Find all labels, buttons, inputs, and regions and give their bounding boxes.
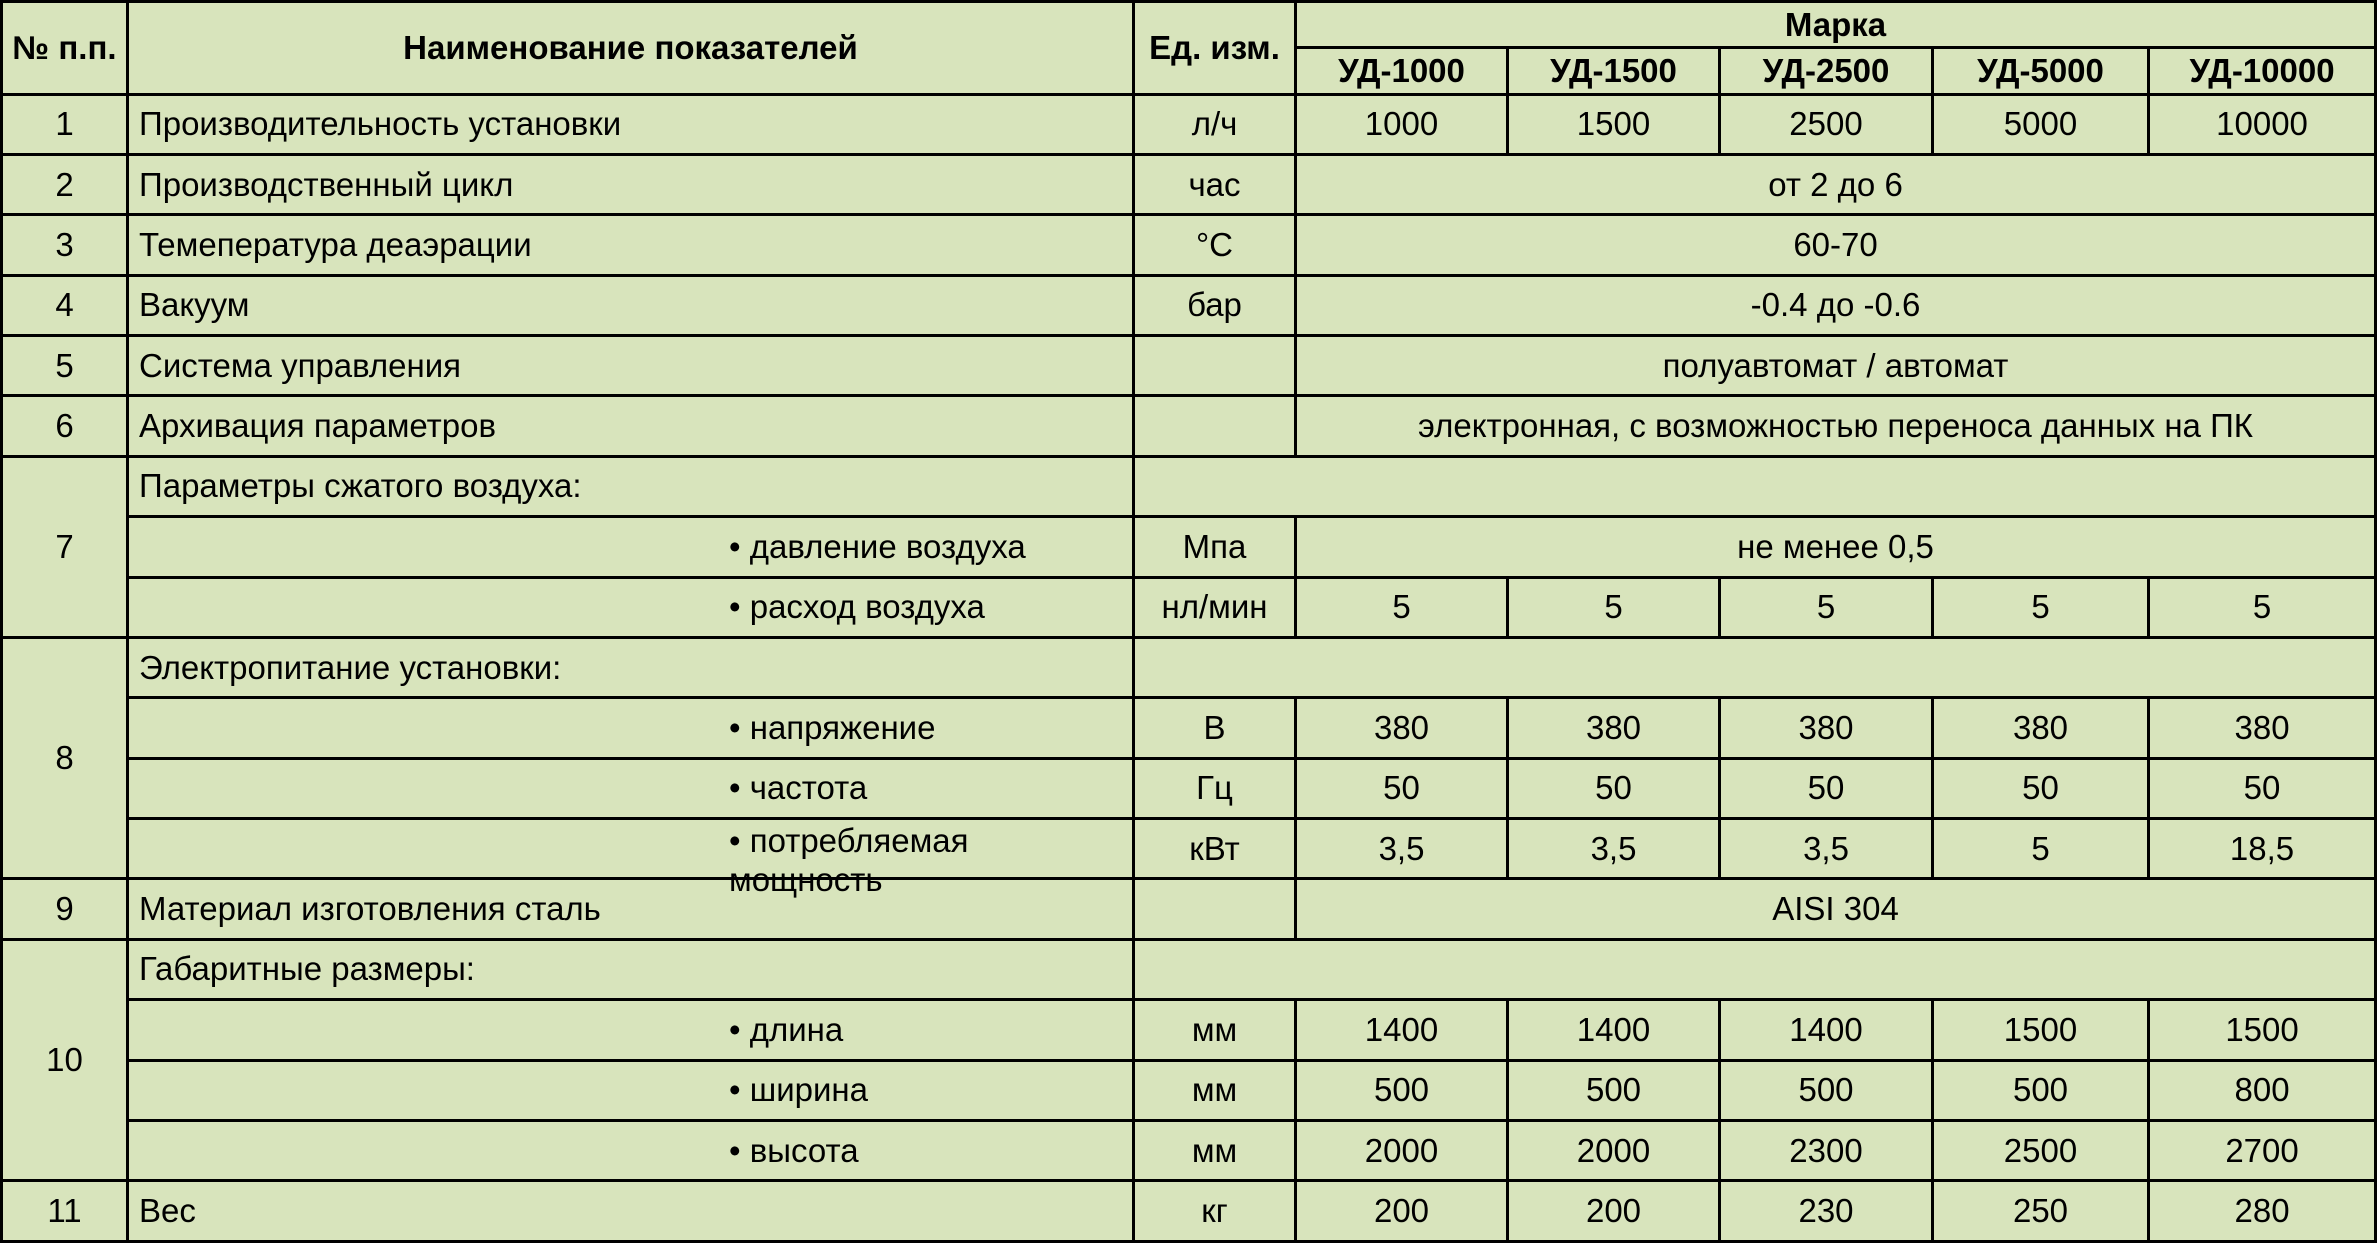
row-value: 500 (1508, 1060, 1720, 1120)
row-num: 3 (2, 215, 128, 275)
row-name: Производительность установки (128, 94, 1134, 154)
row-unit: бар (1134, 275, 1296, 335)
header-model: УД-10000 (2149, 48, 2376, 94)
table-row (2, 215, 2376, 275)
table-row (2, 517, 2376, 577)
row-value: 1400 (1296, 1000, 1508, 1060)
row-group-name: Габаритные размеры: (128, 939, 1134, 999)
row-num: 6 (2, 396, 128, 456)
row-value: 500 (1296, 1060, 1508, 1120)
table-row (2, 577, 2376, 637)
row-subname: • напряжение (128, 698, 1134, 758)
row-num: 5 (2, 336, 128, 396)
row-unit: кг (1134, 1181, 1296, 1242)
row-value: 380 (1720, 698, 1933, 758)
row-num: 10 (2, 939, 128, 1181)
table-row (2, 758, 2376, 818)
row-value: 380 (2149, 698, 2376, 758)
table-row (2, 879, 2376, 939)
row-value: 380 (1296, 698, 1508, 758)
row-value: 50 (1720, 758, 1933, 818)
row-value: 1500 (1933, 1000, 2149, 1060)
header-model: УД-1500 (1508, 48, 1720, 94)
row-value-merged: от 2 до 6 (1296, 154, 2376, 214)
row-value: 500 (1720, 1060, 1933, 1120)
row-unit (1134, 396, 1296, 456)
row-unit: л/ч (1134, 94, 1296, 154)
row-value-merged: AISI 304 (1296, 879, 2376, 939)
row-name: Архивация параметров (128, 396, 1134, 456)
row-value: 18,5 (2149, 819, 2376, 879)
header-model: УД-2500 (1720, 48, 1933, 94)
row-value: 380 (1508, 698, 1720, 758)
row-subname: • расход воздуха (128, 577, 1134, 637)
row-name: Материал изготовления сталь (128, 879, 1134, 939)
row-value: 380 (1933, 698, 2149, 758)
row-value: 1400 (1720, 1000, 1933, 1060)
row-subname: • длина (128, 1000, 1134, 1060)
row-value: 1000 (1296, 94, 1508, 154)
empty-cell (1134, 456, 2376, 516)
row-unit: мм (1134, 1000, 1296, 1060)
row-unit: °C (1134, 215, 1296, 275)
row-value: 5 (1933, 577, 2149, 637)
row-unit: кВт (1134, 819, 1296, 879)
row-name: Система управления (128, 336, 1134, 396)
row-value: 1500 (2149, 1000, 2376, 1060)
row-value: 10000 (2149, 94, 2376, 154)
row-value: 2500 (1933, 1120, 2149, 1180)
row-value-merged: 60-70 (1296, 215, 2376, 275)
row-unit (1134, 336, 1296, 396)
table-row (2, 939, 2376, 999)
row-value: 1400 (1508, 1000, 1720, 1060)
row-unit: нл/мин (1134, 577, 1296, 637)
row-subname: • давление воздуха (128, 517, 1134, 577)
row-value: 2300 (1720, 1120, 1933, 1180)
header-name: Наименование показателей (128, 2, 1134, 95)
row-value: 5 (1933, 819, 2149, 879)
row-group-name: Параметры сжатого воздуха: (128, 456, 1134, 516)
row-value: 3,5 (1296, 819, 1508, 879)
row-num: 9 (2, 879, 128, 939)
table-row (2, 1120, 2376, 1180)
row-value: 500 (1933, 1060, 2149, 1120)
row-subname: • высота (128, 1120, 1134, 1180)
row-value: 50 (1508, 758, 1720, 818)
row-num: 8 (2, 637, 128, 879)
row-subname: • ширина (128, 1060, 1134, 1120)
row-num: 1 (2, 94, 128, 154)
row-unit: мм (1134, 1120, 1296, 1180)
table-row (2, 456, 2376, 516)
table-row (2, 819, 2376, 879)
row-unit: Мпа (1134, 517, 1296, 577)
row-value: 2700 (2149, 1120, 2376, 1180)
row-num: 11 (2, 1181, 128, 1242)
row-subname-text: • потребляемая мощность (729, 821, 969, 899)
row-num: 7 (2, 456, 128, 637)
table-row (2, 698, 2376, 758)
row-unit: мм (1134, 1060, 1296, 1120)
header-brand: Марка (1296, 2, 2376, 48)
row-value: 1500 (1508, 94, 1720, 154)
row-value: 250 (1933, 1181, 2149, 1242)
row-value: 200 (1508, 1181, 1720, 1242)
row-value-merged: не менее 0,5 (1296, 517, 2376, 577)
table-row (2, 637, 2376, 697)
row-num: 2 (2, 154, 128, 214)
row-value: 2500 (1720, 94, 1933, 154)
row-value: 50 (2149, 758, 2376, 818)
table-row (2, 1060, 2376, 1120)
table-row (2, 275, 2376, 335)
row-name: Темепература деаэрации (128, 215, 1134, 275)
row-value: 5 (1296, 577, 1508, 637)
row-value: 5 (1508, 577, 1720, 637)
row-value: 2000 (1508, 1120, 1720, 1180)
row-value: 280 (2149, 1181, 2376, 1242)
row-value: 3,5 (1508, 819, 1720, 879)
table-row (2, 336, 2376, 396)
row-value: 50 (1933, 758, 2149, 818)
row-num: 4 (2, 275, 128, 335)
row-value: 5000 (1933, 94, 2149, 154)
header-unit: Ед. изм. (1134, 2, 1296, 95)
row-value-merged: -0.4 до -0.6 (1296, 275, 2376, 335)
row-name: Производственный цикл (128, 154, 1134, 214)
table-row (2, 94, 2376, 154)
row-subname: • частота (128, 758, 1134, 818)
row-unit: В (1134, 698, 1296, 758)
header-model: УД-1000 (1296, 48, 1508, 94)
row-value: 200 (1296, 1181, 1508, 1242)
row-value: 50 (1296, 758, 1508, 818)
empty-cell (1134, 637, 2376, 697)
row-unit (1134, 879, 1296, 939)
row-value: 5 (2149, 577, 2376, 637)
row-name: Вакуум (128, 275, 1134, 335)
row-value-merged: электронная, с возможностью переноса данных на ПК (1296, 396, 2376, 456)
row-unit: час (1134, 154, 1296, 214)
row-value: 800 (2149, 1060, 2376, 1120)
header-model: УД-5000 (1933, 48, 2149, 94)
row-subname (128, 819, 1134, 899)
row-value: 2000 (1296, 1120, 1508, 1180)
row-value: 230 (1720, 1181, 1933, 1242)
table-row (2, 396, 2376, 456)
header-num: № п.п. (2, 2, 128, 95)
row-value-merged: полуавтомат / автомат (1296, 336, 2376, 396)
row-group-name: Электропитание установки: (128, 637, 1134, 697)
table-row (2, 1000, 2376, 1060)
empty-cell (1134, 939, 2376, 999)
row-value: 3,5 (1720, 819, 1933, 879)
table-row (2, 154, 2376, 214)
row-unit: Гц (1134, 758, 1296, 818)
row-value: 5 (1720, 577, 1933, 637)
row-name: Вес (128, 1181, 1134, 1242)
table-row (2, 1181, 2376, 1242)
